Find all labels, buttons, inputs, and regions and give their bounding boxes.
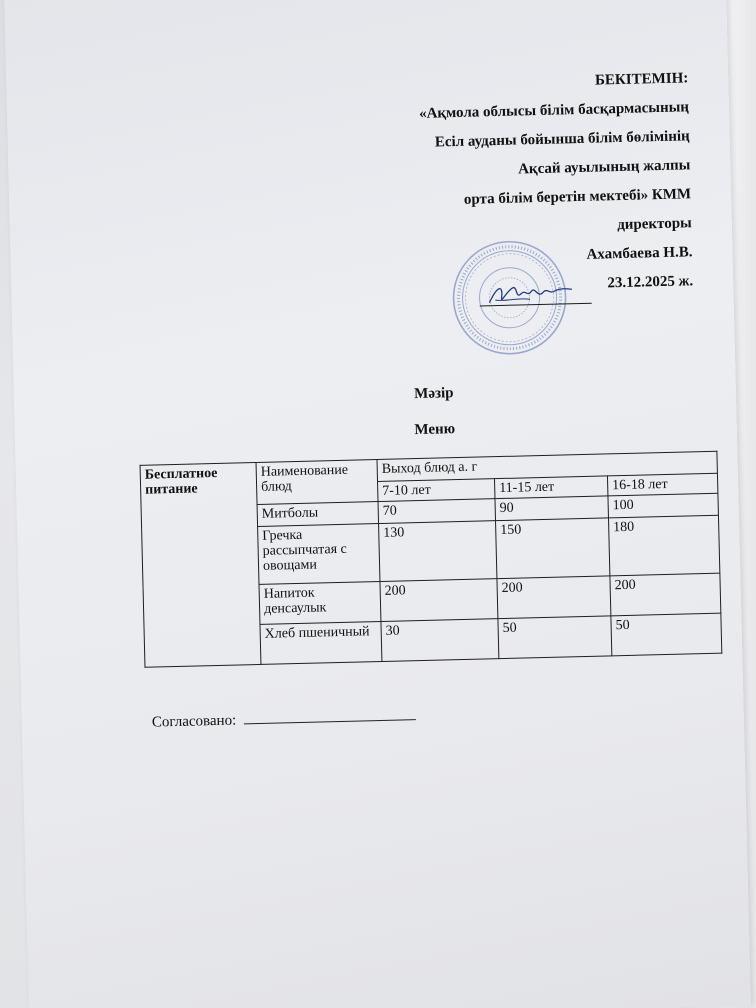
portion-value: 200: [497, 576, 611, 619]
portion-value: 130: [379, 521, 497, 582]
free-meal-cell: Бесплатное питание: [140, 462, 261, 667]
dish-name: Гречка рассыпчатая с овощами: [258, 524, 380, 585]
portion-output-header: Выход блюд а. г: [377, 451, 717, 481]
director-name: Ахамбаева Н.В.: [586, 244, 693, 263]
director-signature-icon: [485, 276, 576, 312]
approval-date: 23.12.2025 ж.: [607, 273, 694, 292]
dish-name: Хлеб пшеничный: [260, 621, 382, 664]
dish-name: Напиток денсаулык: [259, 581, 381, 624]
approval-line-1: «Ақмола облысы білім басқармасының: [418, 99, 690, 122]
portion-value: 150: [496, 518, 610, 579]
portion-value: 90: [495, 496, 609, 521]
menu-title-ru: Меню: [414, 421, 456, 439]
portion-value: 200: [610, 573, 721, 616]
portion-value: 200: [380, 579, 498, 622]
age-group-16-18: 16-18 лет: [607, 473, 717, 496]
dish-name-header: Наименование блюд: [256, 460, 378, 505]
portion-value: 180: [608, 515, 719, 576]
portion-value: 70: [378, 499, 496, 524]
document-page: [4, 0, 751, 1008]
menu-table: [140, 451, 723, 668]
dish-name: Митболы: [257, 502, 379, 527]
approval-line-2: Есіл ауданы бойынша білім бөлімінің: [434, 128, 690, 151]
agreed-signature-line: [244, 706, 416, 724]
approval-line-3: Ақсай ауылының жалпы: [517, 157, 691, 178]
approval-title: БЕКІТЕМІН:: [594, 70, 689, 89]
menu-title-kz: Мәзір: [414, 385, 454, 403]
age-group-11-15: 11-15 лет: [494, 476, 607, 499]
approval-line-4: орта білім беретін мектебі» КММ: [463, 186, 692, 208]
portion-value: 100: [608, 493, 719, 518]
portion-value: 50: [498, 616, 612, 659]
portion-value: 50: [611, 613, 722, 656]
approval-line-5: директоры: [617, 215, 693, 234]
portion-value: 30: [381, 619, 499, 662]
agreed-label: Согласовано:: [151, 712, 237, 731]
agreed-block: [152, 706, 417, 731]
age-group-7-10: 7-10 лет: [378, 479, 495, 502]
